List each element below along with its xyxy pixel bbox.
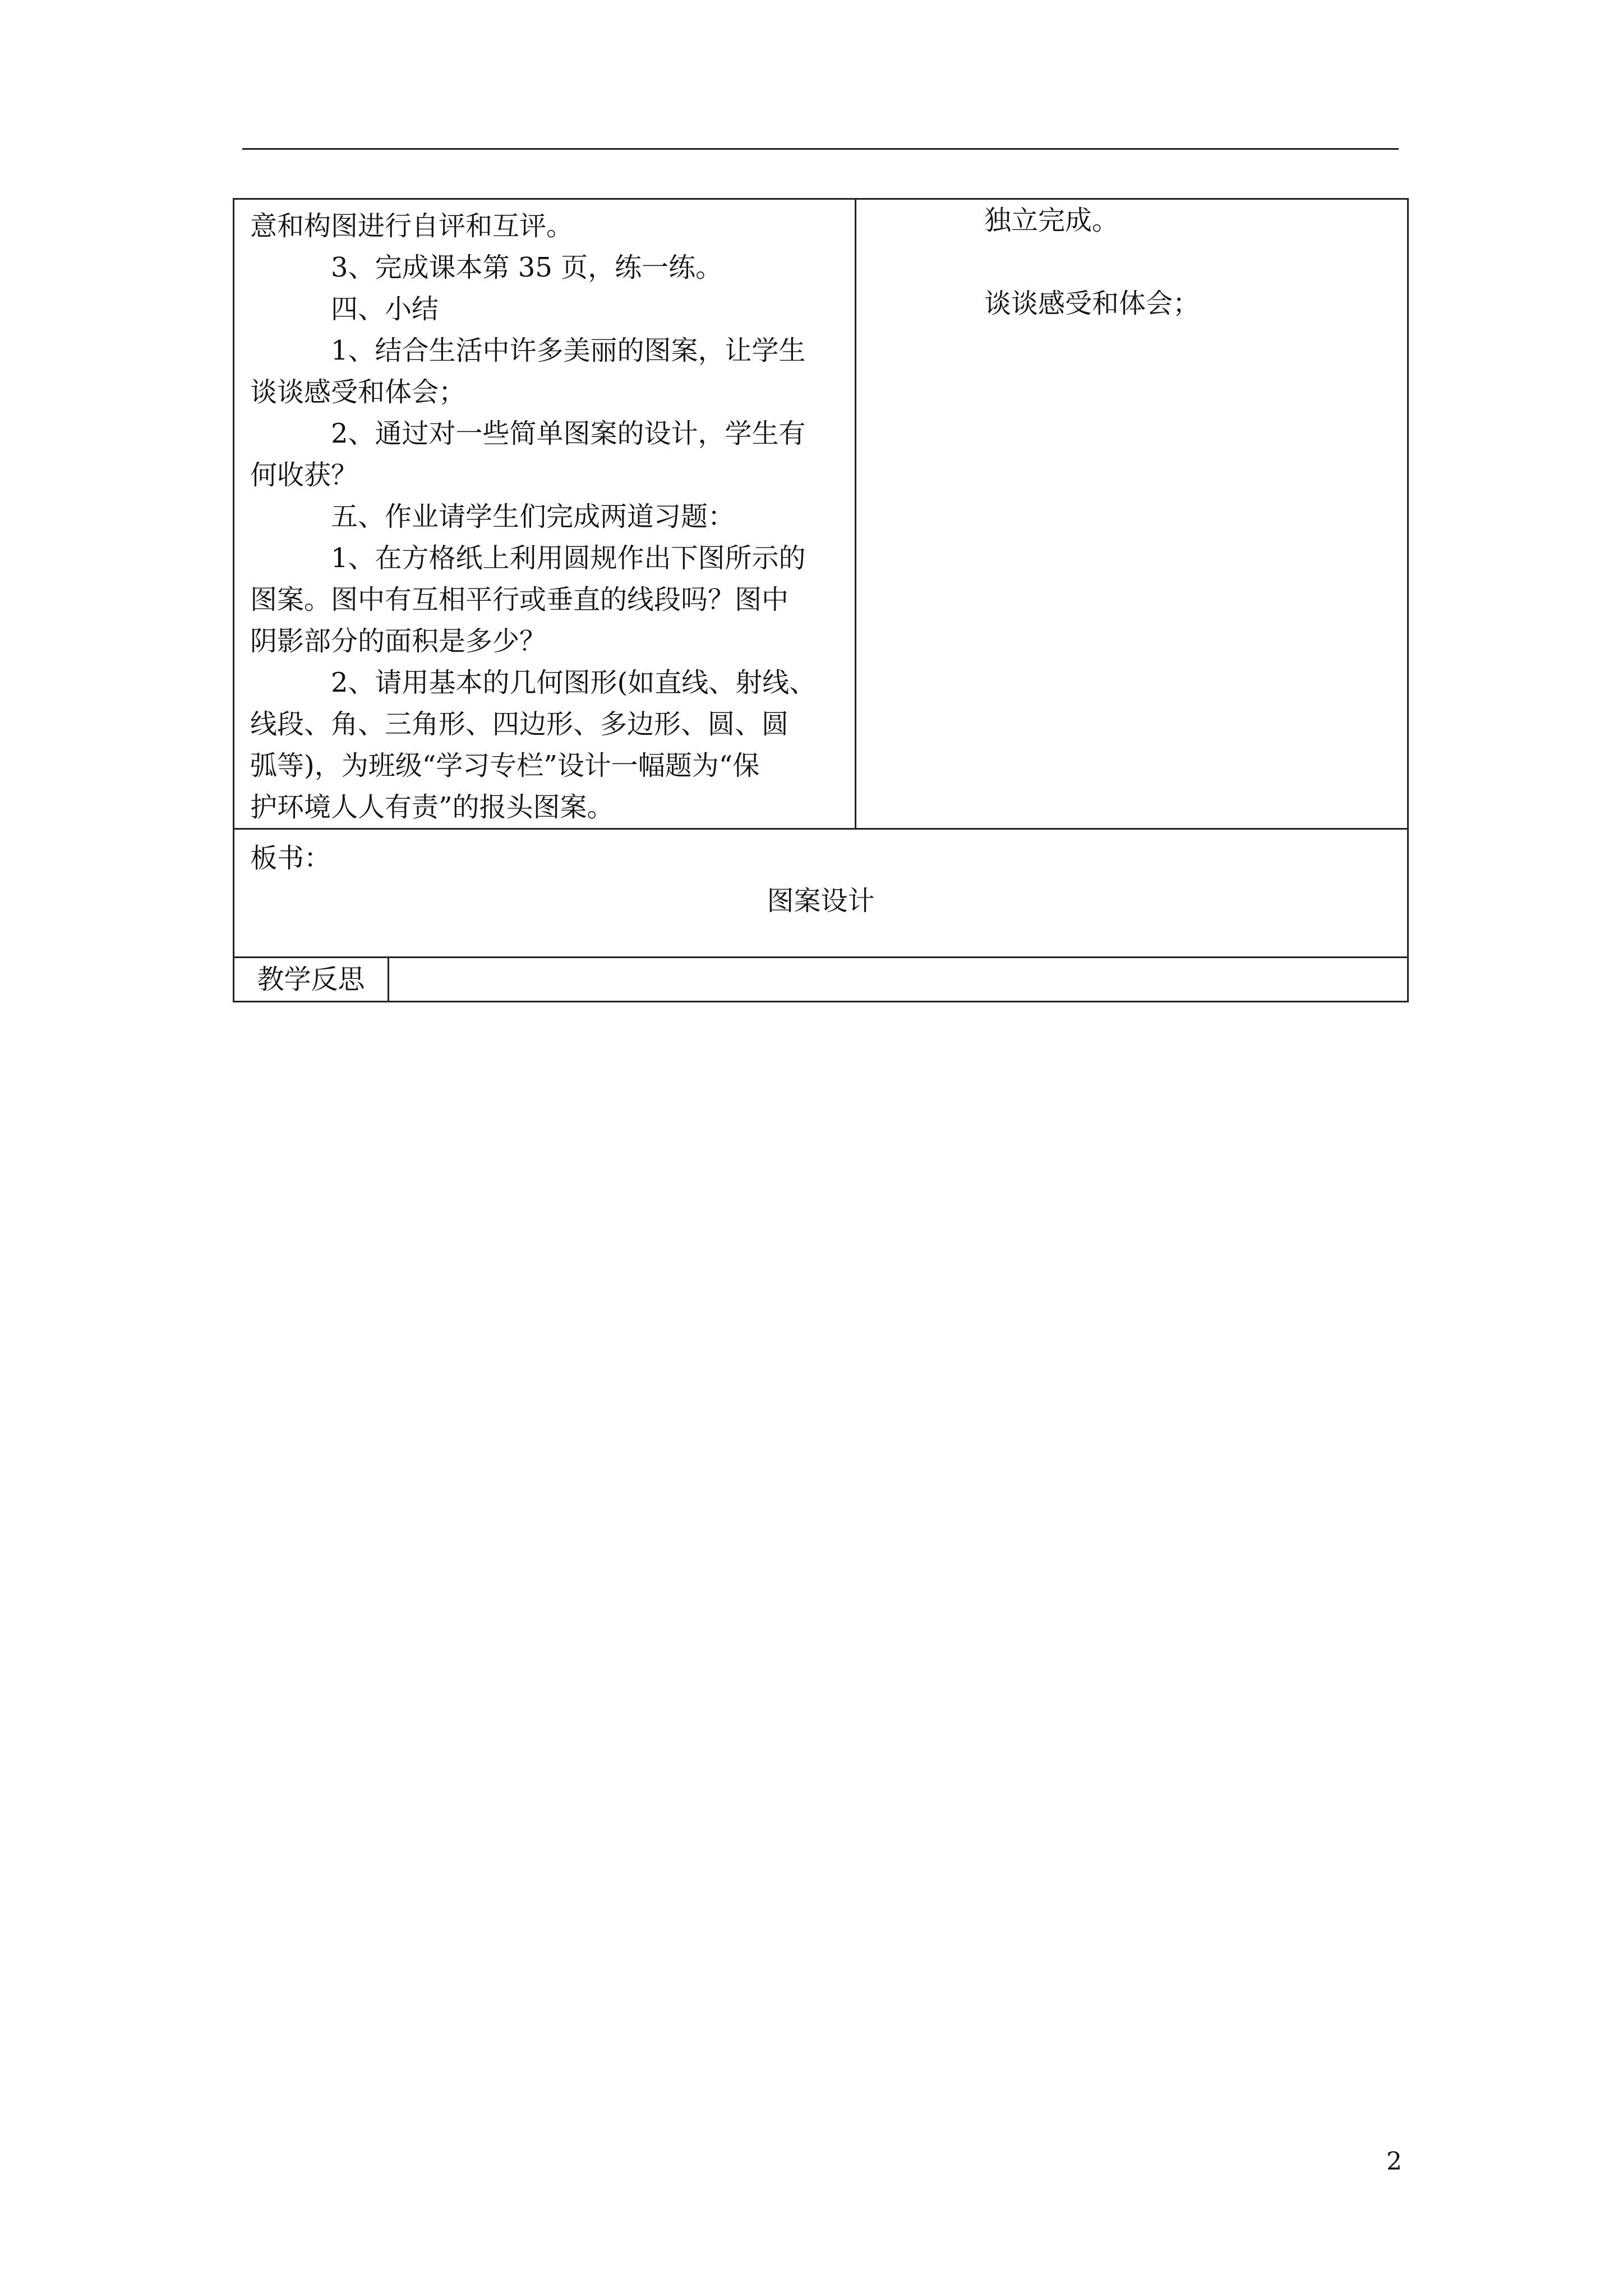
section-heading: 五、作业请学生们完成两道习题： (331, 501, 735, 532)
process-row (234, 199, 1408, 829)
teacher-activity-cell (234, 199, 856, 829)
student-activity-line: 谈谈感受和体会； (984, 288, 1200, 319)
board-cell (234, 829, 1408, 958)
text-line: 2、请用基本的几何图形(如直线、射线、 (331, 667, 817, 698)
text-line: 图案。图中有互相平行或垂直的线段吗？图中 (250, 584, 789, 615)
text-line: 3、完成课本第 35 页，练一练。 (331, 252, 723, 283)
lesson-table (233, 198, 1409, 1002)
text-line: 何收获？ (250, 459, 358, 491)
reflection-row (234, 958, 1408, 1002)
page-number: 2 (1386, 2147, 1402, 2176)
header-rule (242, 148, 1399, 150)
text-line: 弧等)，为班级“学习专栏”设计一幅题为“保 (250, 750, 760, 781)
board-label: 板书： (250, 843, 331, 874)
reflection-label: 教学反思 (234, 958, 389, 1002)
text-line: 2、通过对一些简单图案的设计，学生有 (331, 418, 806, 449)
text-line: 1、在方格纸上利用圆规作出下图所示的 (331, 542, 806, 574)
text-line: 阴影部分的面积是多少？ (250, 625, 547, 657)
student-activity-line: 独立完成。 (984, 205, 1119, 236)
board-row (234, 829, 1408, 958)
text-line: 护环境人人有责”的报头图案。 (250, 792, 614, 823)
text-line: 线段、角、三角形、四边形、多边形、圆、圆 (250, 708, 789, 740)
reflection-content-cell (389, 958, 1408, 1002)
text-line: 1、结合生活中许多美丽的图案，让学生 (331, 335, 806, 366)
text-line: 意和构图进行自评和互评。 (250, 210, 574, 242)
student-activity-cell (856, 199, 1408, 829)
board-title: 图案设计 (767, 885, 875, 917)
text-line: 谈谈感受和体会； (250, 376, 466, 408)
section-heading: 四、小结 (331, 293, 439, 325)
